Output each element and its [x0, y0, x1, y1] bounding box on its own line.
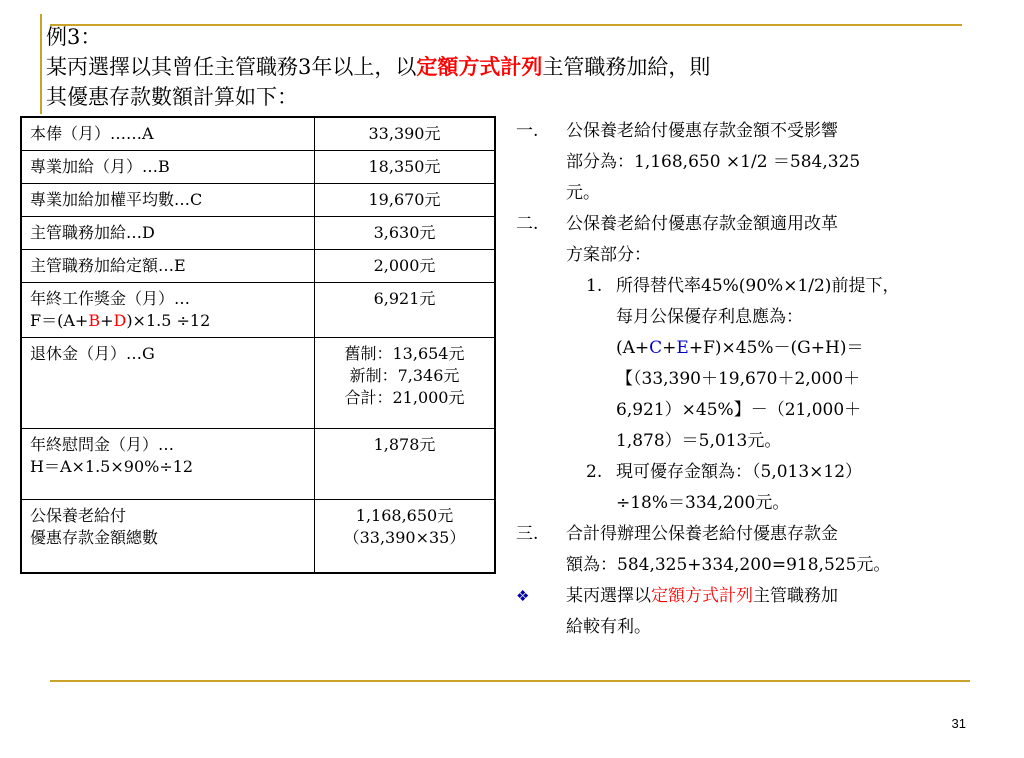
table-row-pension	[21, 338, 495, 429]
row-label: 專業加給（月）…B	[21, 151, 315, 184]
sub-item-number: 1.	[586, 276, 603, 296]
bonus-label	[21, 283, 315, 338]
title-line-2-post: 主管職務加給，則	[542, 55, 711, 79]
list-item	[516, 209, 996, 271]
row-value: 3,630元	[315, 217, 496, 250]
sub-item-number: 2.	[586, 462, 603, 482]
bonus-formula	[30, 310, 306, 332]
total-label	[21, 500, 315, 574]
title-line-1: 例3：	[46, 25, 102, 49]
condolence-value: 1,878元	[315, 429, 496, 500]
sub-item-formula	[616, 333, 996, 364]
total-label-line-2: 優惠存款金額總數	[30, 528, 159, 547]
list-item	[516, 581, 996, 643]
pension-value	[315, 338, 496, 429]
table-row	[21, 151, 495, 184]
total-value	[315, 500, 496, 574]
condolence-formula: H＝A×1.5×90%÷12	[30, 457, 194, 476]
item-line: 合計得辦理公保養老給付優惠存款金	[566, 524, 838, 544]
title-line-2	[46, 52, 986, 82]
row-value: 19,670元	[315, 184, 496, 217]
formula-part: (A+	[616, 338, 650, 358]
pension-total: 合計：21,000元	[344, 388, 465, 407]
page-number: 31	[951, 716, 966, 731]
formula-part: F＝(A+	[30, 311, 89, 330]
row-label: 專業加給加權平均數…C	[21, 184, 315, 217]
formula-var-b: B	[88, 311, 101, 330]
formula-part: )×1.5 ÷12	[126, 311, 211, 330]
table-row-bonus	[21, 283, 495, 338]
conclusion-post: 主管職務加	[753, 586, 838, 606]
formula-part: +F)×45%－(G+H)＝	[688, 338, 864, 358]
item-number: 三.	[516, 524, 539, 544]
table-row-condolence	[21, 429, 495, 500]
table-row	[21, 117, 495, 151]
row-label: 主管職務加給定額…E	[21, 250, 315, 283]
sub-item	[516, 457, 996, 519]
pension-new: 新制：7,346元	[349, 366, 460, 385]
item-line: 方案部分：	[566, 245, 651, 265]
list-item	[516, 116, 996, 209]
table-row	[21, 217, 495, 250]
title-highlight: 定額方式計列	[416, 54, 543, 79]
formula-var-e: E	[676, 338, 689, 358]
total-formula: （33,390×35）	[343, 528, 466, 547]
item-line: 部分為：1,168,650 ×1/2 ＝584,325	[566, 152, 861, 172]
row-value: 33,390元	[315, 117, 496, 151]
bonus-value: 6,921元	[315, 283, 496, 338]
condolence-label	[21, 429, 315, 500]
total-amount: 1,168,650元	[355, 506, 454, 525]
sub-item-line: 所得替代率45%(90%×1/2)前提下，	[616, 276, 900, 296]
total-label-line-1: 公保養老給付	[30, 506, 127, 525]
conclusion-pre: 某丙選擇以	[566, 586, 651, 606]
table-row	[21, 250, 495, 283]
sub-item-line: 【（33,390＋19,670＋2,000＋	[616, 369, 861, 389]
bottom-divider-line	[50, 680, 970, 682]
item-line	[566, 581, 996, 612]
explanation-list	[516, 116, 996, 643]
sub-item-line: ÷18%＝334,200元。	[616, 493, 790, 513]
sub-item-line: 1,878）＝5,013元。	[616, 431, 782, 451]
item-line: 額為：584,325+334,200=918,525元。	[566, 555, 891, 575]
sub-item-line: 每月公保優存利息應為：	[616, 307, 803, 327]
item-number: 二.	[516, 214, 539, 234]
salary-table	[20, 116, 496, 574]
row-value: 2,000元	[315, 250, 496, 283]
left-accent-line	[40, 14, 42, 114]
title-line-2-pre: 某丙選擇以其曾任主管職務3年以上，以	[46, 55, 417, 79]
formula-part: +	[100, 311, 114, 330]
item-number: 一.	[516, 121, 539, 141]
condolence-label-line-1: 年終慰問金（月）…	[30, 435, 175, 454]
table-row-total	[21, 500, 495, 574]
list-item	[516, 519, 996, 581]
row-label: 本俸（月）……A	[21, 117, 315, 151]
conclusion-highlight: 定額方式計列	[651, 586, 753, 606]
sub-item-line: 現可優存金額為：（5,013×12）	[616, 462, 863, 482]
row-label: 主管職務加給…D	[21, 217, 315, 250]
formula-var-c: C	[649, 338, 663, 358]
item-line: 元。	[566, 183, 600, 203]
sub-item-line: 6,921）×45%】－（21,000＋	[616, 400, 862, 420]
pension-old: 舊制：13,654元	[344, 344, 465, 363]
table-row	[21, 184, 495, 217]
formula-var-d: D	[113, 311, 127, 330]
slide-title	[46, 22, 986, 112]
sub-item	[516, 271, 996, 457]
item-line: 公保養老給付優惠存款金額適用改革	[566, 214, 838, 234]
formula-part: +	[662, 338, 677, 358]
diamond-bullet-icon: ❖	[516, 587, 530, 605]
bonus-label-line-1: 年終工作獎金（月）…	[30, 289, 191, 308]
item-line: 給較有利。	[566, 617, 651, 637]
row-value: 18,350元	[315, 151, 496, 184]
title-line-3: 其優惠存款數額計算如下：	[46, 85, 298, 109]
item-line: 公保養老給付優惠存款金額不受影響	[566, 121, 838, 141]
pension-label: 退休金（月）…G	[21, 338, 315, 429]
